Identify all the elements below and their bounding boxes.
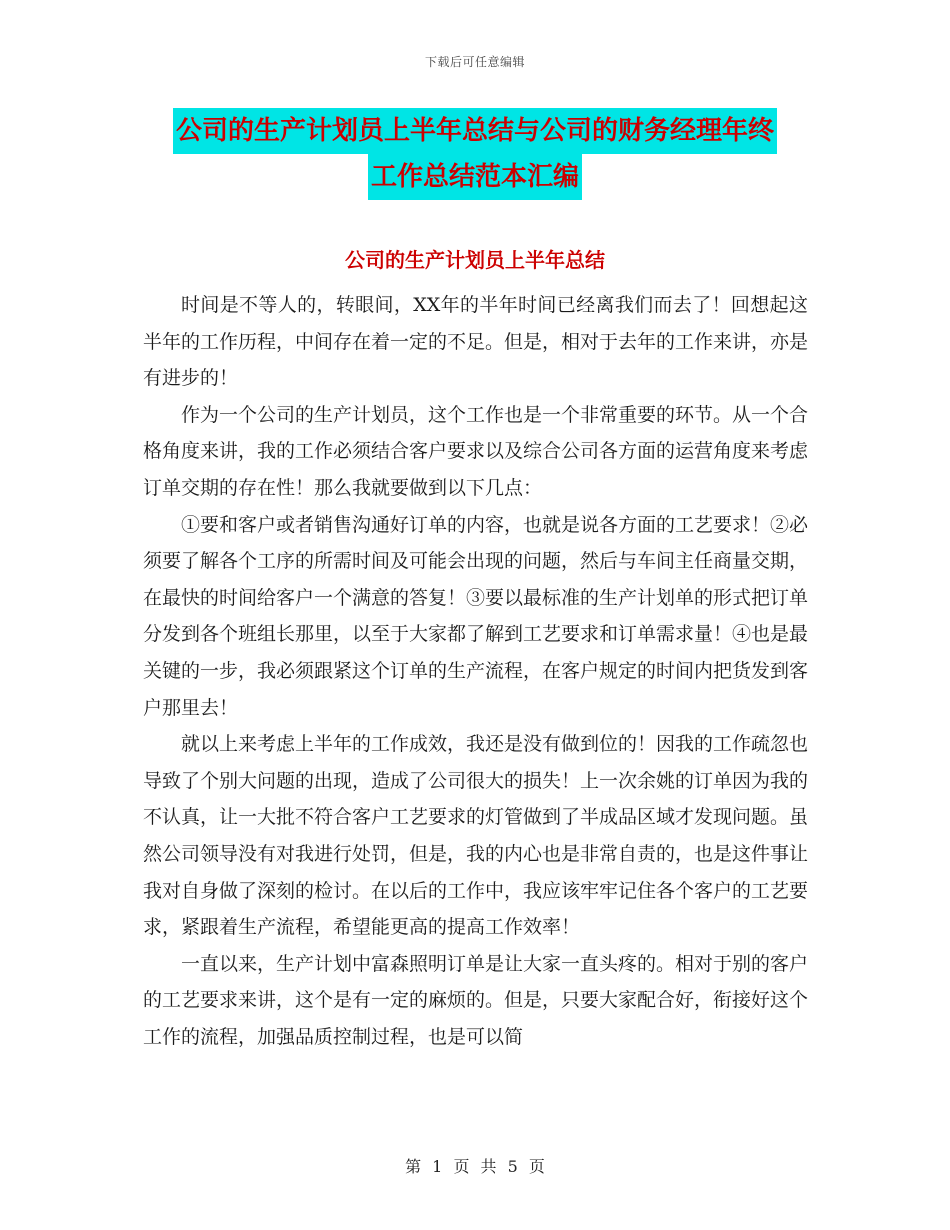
paragraph: 一直以来，生产计划中富森照明订单是让大家一直头疼的。相对于别的客户的工艺要求来讲，这个是有一定的麻烦的。但是，只要大家配合好，衔接好这个工作的流程，加强品质控制过程，也是可以简	[143, 952, 809, 1048]
paragraph: ①要和客户或者销售沟通好订单的内容，也就是说各方面的工艺要求！②必须要了解各个工序的所需时间及可能会出现的问题，然后与车间主任商量交期，在最快的时间给客户一个满意的答复！③要以最标准的生产计划单的形式把订单分发到各个班组长那里，以至于大家都了解到工艺要求和订单需求量！④也是最关键的一步，我必须跟紧这个订单的生产流程，在客户规定的时间内把货发到客户那里去！	[143, 513, 809, 719]
body-text	[143, 287, 808, 1055]
document-title	[0, 108, 950, 200]
page-number: 第 1 页 共 5 页	[405, 1157, 545, 1176]
paragraph: 就以上来考虑上半年的工作成效，我还是没有做到位的！因我的工作疏忽也导致了个别大问题的出现，造成了公司很大的损失！上一次余姚的订单因为我的不认真，让一大批不符合客户工艺要求的灯管做到了半成品区域才发现问题。虽然公司领导没有对我进行处罚，但是，我的内心也是非常自责的，也是这件事让我对自身做了深刻的检讨。在以后的工作中，我应该牢牢记住各个客户的工艺要求，紧跟着生产流程，希望能更高的提高工作效率！	[143, 733, 809, 939]
paragraph: 时间是不等人的，转眼间，XX年的半年时间已经离我们而去了！回想起这半年的工作历程，中间存在着一定的不足。但是，相对于去年的工作来讲，亦是有进步的！	[143, 294, 809, 390]
paragraph: 作为一个公司的生产计划员，这个工作也是一个非常重要的环节。从一个合格角度来讲，我的工作必须结合客户要求以及综合公司各方面的运营角度来考虑订单交期的存在性！那么我就要做到以下几点：	[143, 403, 809, 499]
header-note: 下载后可任意编辑	[424, 55, 525, 69]
document-title-line-2: 工作总结范本汇编	[368, 154, 582, 200]
section-title: 公司的生产计划员上半年总结	[345, 248, 605, 272]
document-title-line-1: 公司的生产计划员上半年总结与公司的财务经理年终	[173, 108, 777, 154]
